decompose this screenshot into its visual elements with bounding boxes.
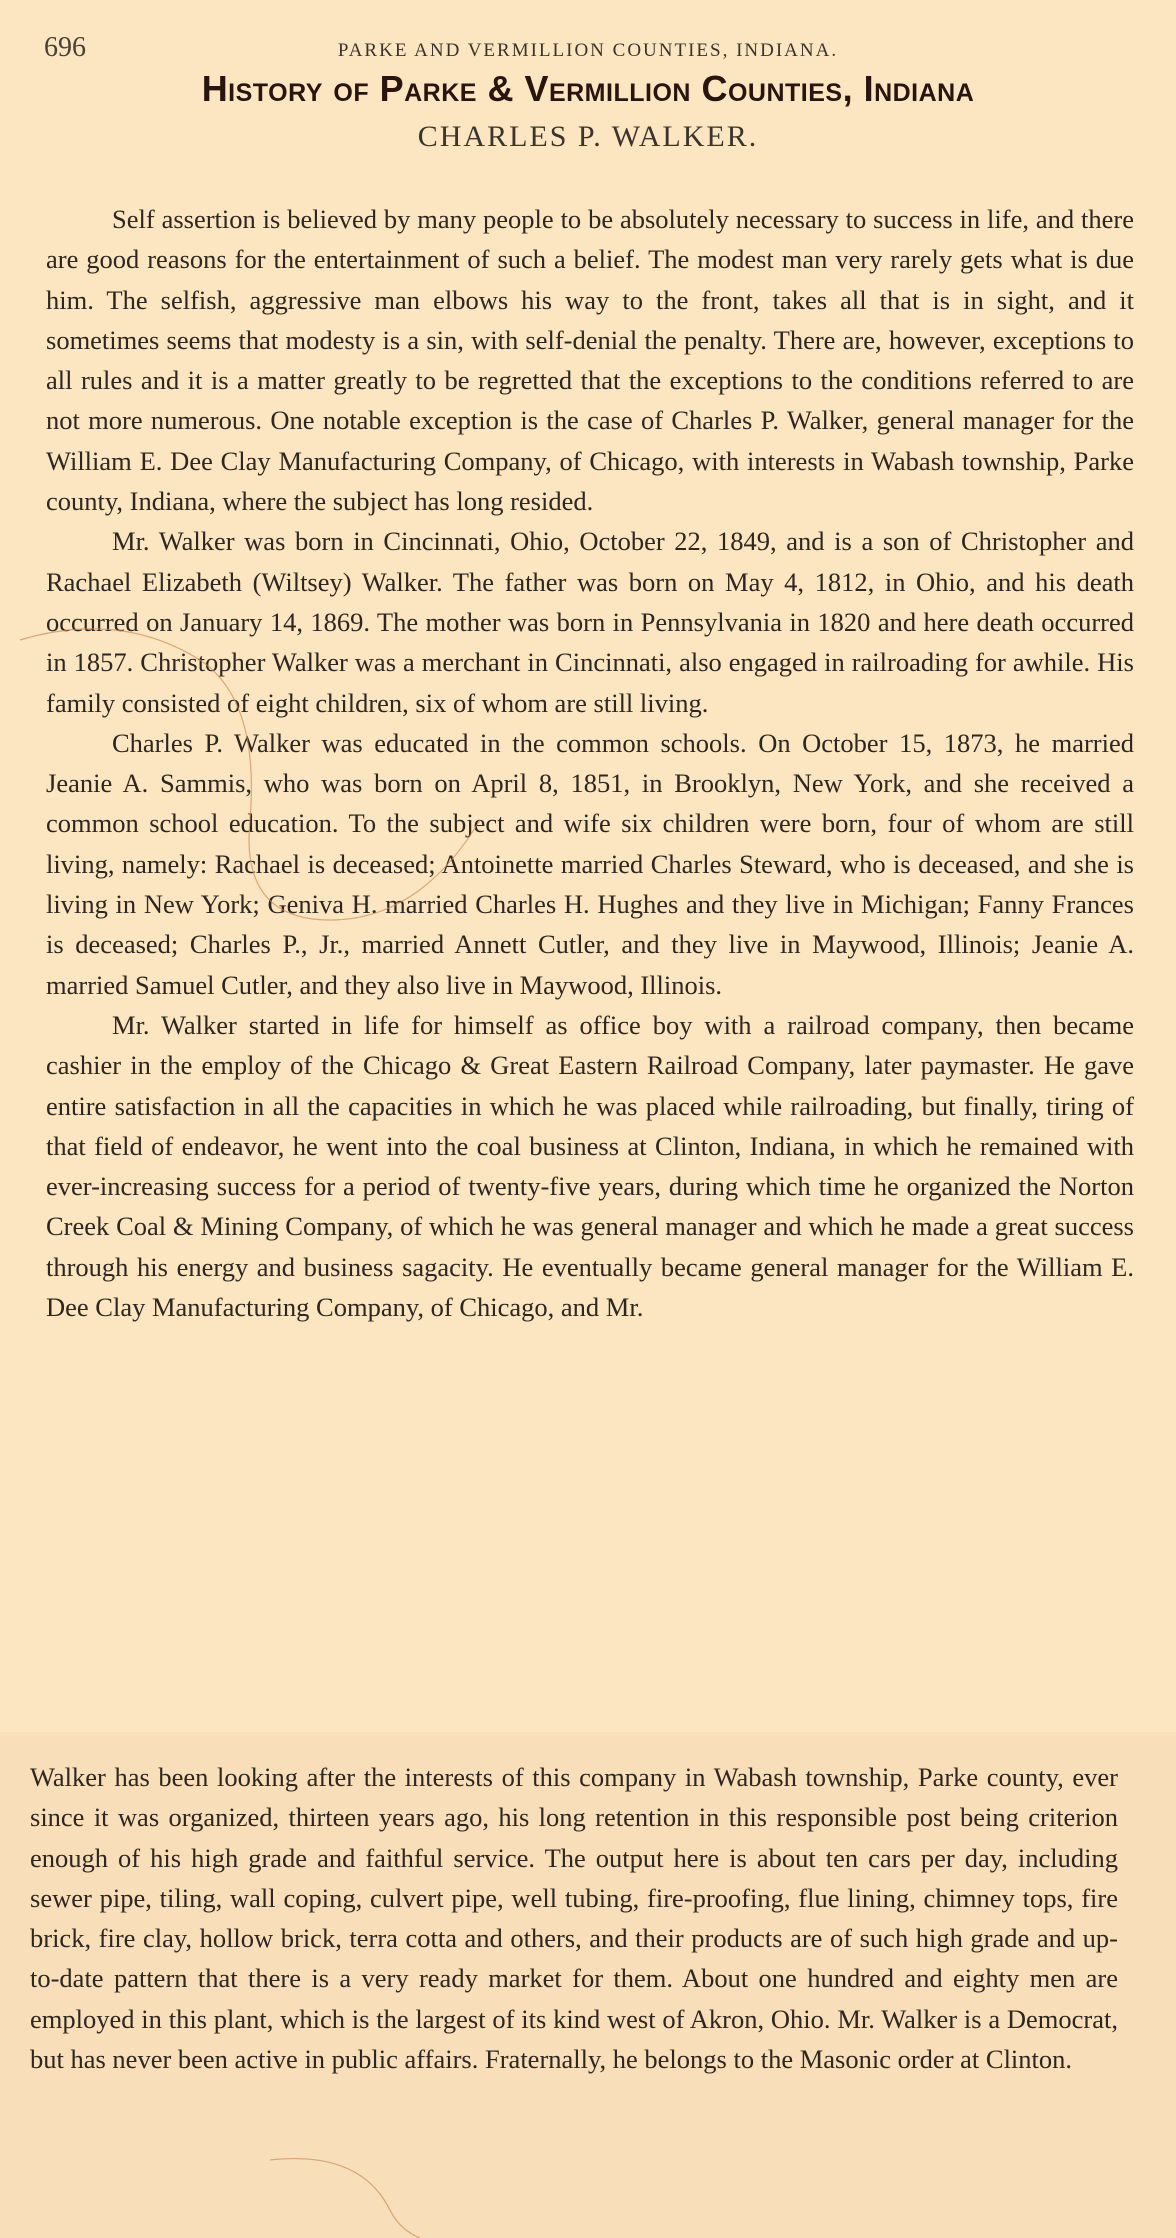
paragraph: Walker has been looking after the interests of this company in Wabash township, Parke county, ever since it was organized, thirteen years ago, his long retention in this responsible post being criterion enough of his high grade and faithful service. The output here is about ten cars per day, including sewer pipe, tiling, wall coping, culvert pipe, well tubing, fire-proofing, flue lining, chimney tops, fire brick, fire clay, hollow brick, terra cotta and others, and their products are of such high grade and up-to-date pattern that there is a very ready market for them. About one hundred and eighty men are employed in this plant, which is the largest of its kind west of Akron, Ohio. Mr. Walker is a Democrat, but has never been active in public affairs. Fraternally, he belongs to the Masonic order at Clinton.: [30, 1762, 1118, 2075]
paragraph: Mr. Walker was born in Cincinnati, Ohio, October 22, 1849, and is a son of Christopher and Rachael Elizabeth (Wiltsey) Walker. The father was born on May 4, 1812, in Ohio, and his death occurred on January 14, 1869. The mother was born in Pennsylvania in 1820 and here death occurred in 1857. Christopher Walker was a merchant in Cincinnati, also engaged in railroading for awhile. His family consisted of eight children, six of whom are still living.: [46, 526, 1134, 718]
running-title: PARKE AND VERMILLION COUNTIES, INDIANA.: [337, 40, 839, 61]
paragraph: Mr. Walker started in life for himself as office boy with a railroad company, then became cashier in the employ of the Chicago & Great Eastern Railroad Company, later paymaster. He gave entire satisfaction in all the capacities in which he was placed while railroading, but finally, tiring of that field of endeavor, he went into the coal business at Clinton, Indiana, in which he remained with ever-increasing success for a period of twenty-five years, during which time he organized the Norton Creek Coal & Mining Company, of which he was general manager and which he made a great success through his energy and business sagacity. He eventually became general manager for the William E. Dee Clay Manufacturing Company, of Chicago, and Mr.: [46, 1009, 1134, 1323]
paragraph: Self assertion is believed by many people to be absolutely necessary to success in life, and there are good reasons for the entertainment of such a belief. The modest man very rarely gets what is due him. The selfish, aggressive man elbows his way to the front, takes all that is in sight, and it sometimes seems that modesty is a sin, with self-denial the penalty. There are, however, exceptions to all rules and it is a matter greatly to be regretted that the exceptions to the conditions referred to are not more numerous. One notable exception is the case of Charles P. Walker, general manager for the William E. Dee Clay Manufacturing Company, of Chicago, with interests in Wabash township, Parke county, Indiana, where the subject has long resided.: [46, 204, 1134, 517]
article-title: CHARLES P. WALKER.: [417, 120, 759, 153]
biography-body: [46, 199, 1134, 1327]
running-head: [0, 32, 1176, 68]
page-number: 696: [44, 32, 86, 63]
book-title-overlay: History of Parke & Vermillion Counties, Indiana: [201, 68, 975, 109]
biography-continuation: [30, 1757, 1118, 2079]
paragraph: Charles P. Walker was educated in the common schools. On October 15, 1873, he married Jeanie A. Sammis, who was born on April 8, 1851, in Brooklyn, New York, and she received a common school education. To the subject and wife six children were born, four of whom are still living, namely: Rachael is deceased; Antoinette married Charles Steward, who is deceased, and she is living in New York; Geniva H. married Charles H. Hughes and they live in Michigan; Fanny Frances is deceased; Charles P., Jr., married Annett Cutler, and they live in Maywood, Illinois; Jeanie A. married Samuel Cutler, and they also live in Maywood, Illinois.: [46, 727, 1134, 1000]
